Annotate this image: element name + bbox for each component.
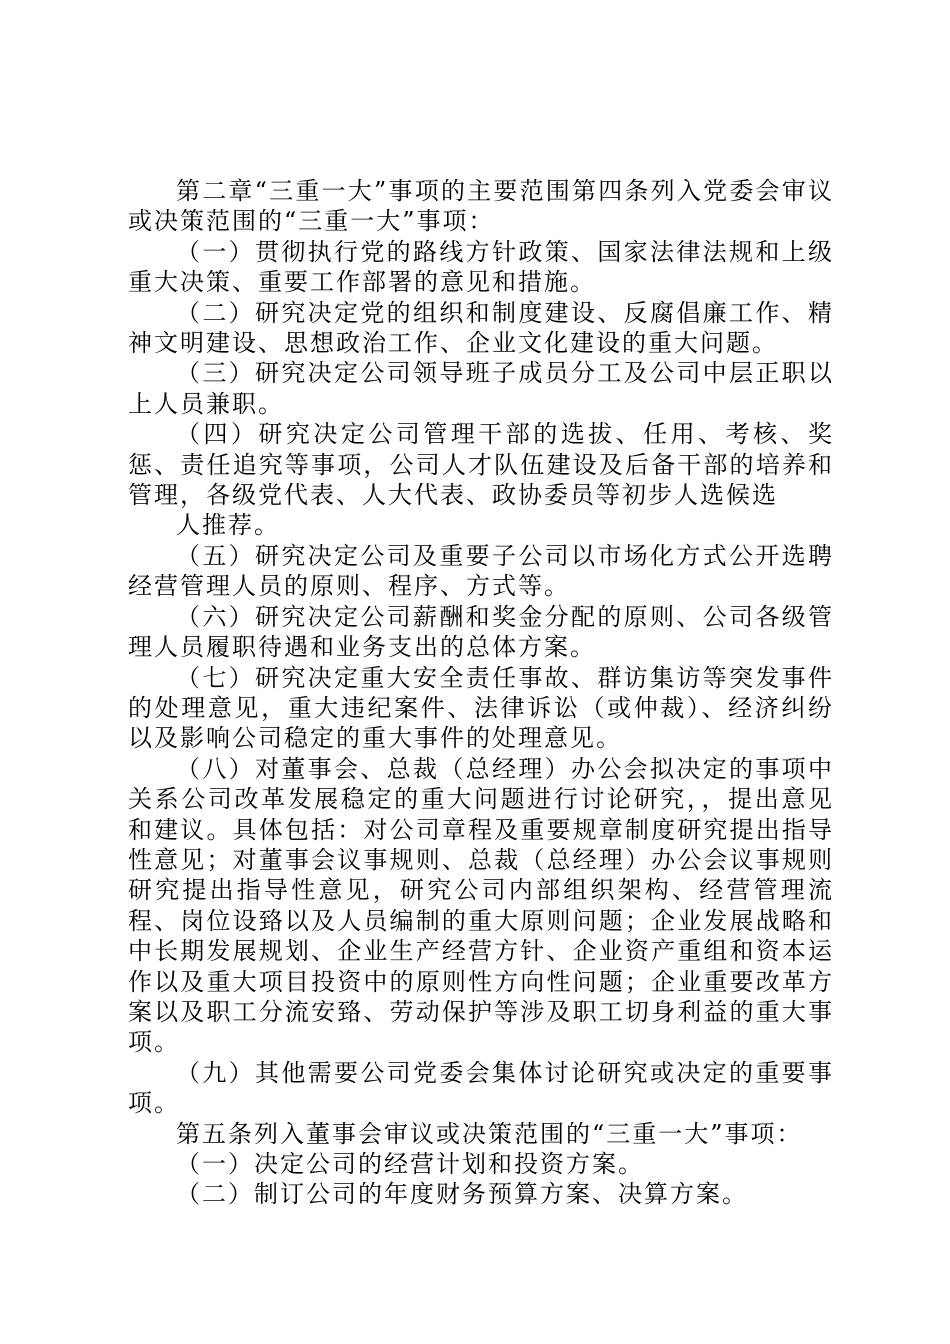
item-paragraph-5: （五）研究决定公司及重要子公司以市场化方式公开选聘经营管理人员的原则、程序、方式等。 xyxy=(128,541,834,601)
article-five-item-1: （一）决定公司的经营计划和投资方案。 xyxy=(176,1150,644,1178)
item-paragraph-3: （三）研究决定公司领导班子成员分工及公司中层正职以上人员兼职。 xyxy=(128,359,834,418)
item-paragraph-1: （一）贯彻执行党的路线方针政策、国家法律法规和上级重大决策、重要工作部署的意见和措施。 xyxy=(128,237,834,297)
item-paragraph-6: （六）研究决定公司薪酬和奖金分配的原则、公司各级管理人员履职待遇和业务支出的总体方案。 xyxy=(128,602,834,662)
article-five-heading: 第五条列入董事会审议或决策范围的“三重一大”事项： xyxy=(176,1119,803,1148)
document-body xyxy=(128,176,834,1210)
article-five-item-2: （二）制订公司的年度财务预算方案、决算方案。 xyxy=(176,1180,748,1209)
chapter-heading-paragraph: 第二章“三重一大”事项的主要范围第四条列入党委会审议或决策范围的“三重一大”事项： xyxy=(128,177,834,236)
item-paragraph-7: （七）研究决定重大安全责任事故、群访集访等突发事件的处理意见，重大违纪案件、法律诉讼（或仲裁）、经济纠纷以及影响公司稳定的重大事件的处理意见。 xyxy=(128,663,834,753)
item-paragraph-4-continuation: 人推荐。 xyxy=(176,511,280,540)
item-paragraph-2: （二）研究决定党的组织和制度建设、反腐倡廉工作、精神文明建设、思想政治工作、企业文化建设的重大问题。 xyxy=(128,298,834,358)
item-paragraph-9: （九）其他需要公司党委会集体讨论研究或决定的重要事项。 xyxy=(128,1058,834,1118)
item-paragraph-4: （四）研究决定公司管理干部的选拔、任用、考核、奖惩、责任追究等事项，公司人才队伍建设及后备干部的培养和管理，各级党代表、人大代表、政协委员等初步人选候选 xyxy=(128,420,834,510)
item-paragraph-8: （八）对董事会、总裁（总经理）办公会拟决定的事项中关系公司改革发展稳定的重大问题进行讨论研究，，提出意见和建议。具体包括：对公司章程及重要规章制度研究提出指导性意见；对董事会议事规则、总裁（总经理）办公会议事规则研究提出指导性意见，研究公司内部组织架构、经营管理流程、岗位设臵以及人员编制的重大原则问题；企业发展战略和中长期发展规划、企业生产经营方针、企业资产重组和资本运作以及重大项目投资中的原则性方向性问题；企业重要改革方案以及职工分流安臵、劳动保护等涉及职工切身利益的重大事项。 xyxy=(128,754,834,1057)
